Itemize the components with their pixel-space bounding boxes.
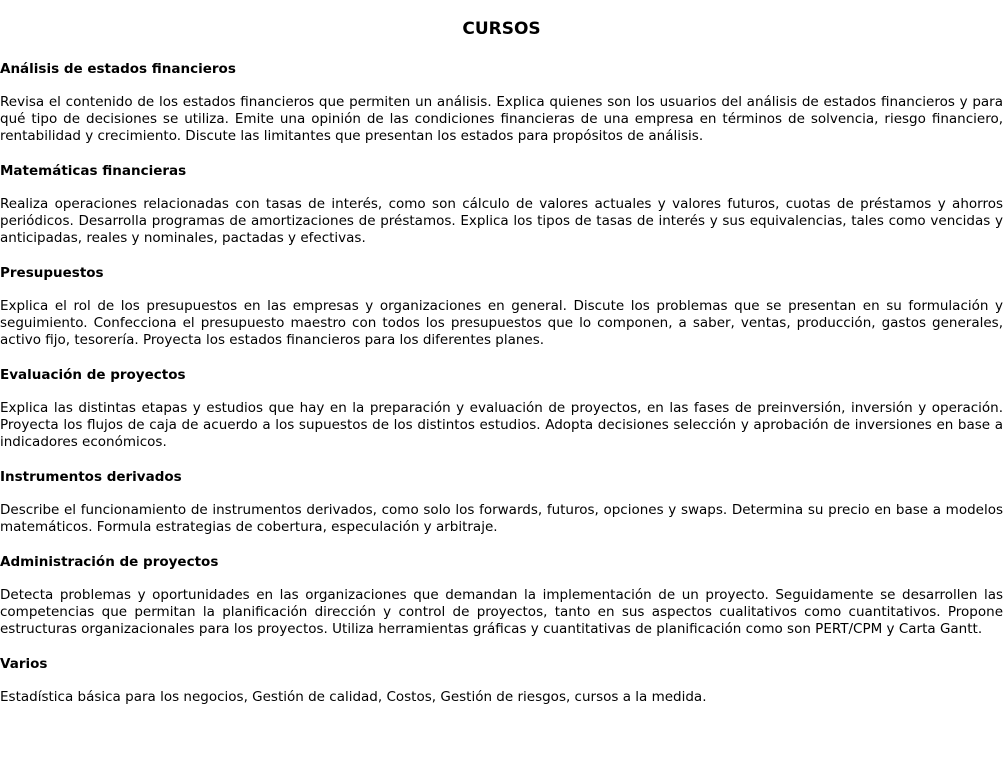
course-section xyxy=(0,656,1003,706)
course-title: Presupuestos xyxy=(0,265,104,281)
course-title: Administración de proyectos xyxy=(0,554,219,570)
course-title: Matemáticas financieras xyxy=(0,163,187,179)
course-title: Evaluación de proyectos xyxy=(0,367,186,383)
page-title: CURSOS xyxy=(462,19,541,39)
course-description: Detecta problemas y oportunidades en las organizaciones que demandan la implementación de un proyecto. Seguidamente se desarrollen las competencias que permitan la planificación dirección y control de proyectos, tanto en sus aspectos cualitativos como cuantitativos. Propone estructuras organizacionales para los proyectos. Utiliza herramientas gráficas y cuantitativas de planificación como son PERT/CPM y Carta Gantt. xyxy=(0,587,1003,637)
course-section xyxy=(0,367,1003,451)
course-description: Estadística básica para los negocios, Gestión de calidad, Costos, Gestión de riesgos, cursos a la medida. xyxy=(0,689,707,705)
course-section xyxy=(0,61,1003,145)
course-section xyxy=(0,554,1003,638)
course-title: Instrumentos derivados xyxy=(0,469,182,485)
course-section xyxy=(0,265,1003,349)
course-description: Revisa el contenido de los estados financieros que permiten un análisis. Explica quienes son los usuarios del análisis de estados financieros y para qué tipo de decisiones se utiliza. Emite una opinión de las condiciones financieras de una empresa en términos de solvencia, riesgo financiero, rentabilidad y crecimiento. Discute las limitantes que presentan los estados para propósitos de análisis. xyxy=(0,94,1003,144)
course-section xyxy=(0,163,1003,247)
course-title: Varios xyxy=(0,656,48,672)
course-description: Explica el rol de los presupuestos en las empresas y organizaciones en general. Discute los problemas que se presentan en su formulación y seguimiento. Confecciona el presupuesto maestro con todos los presupuestos que lo componen, a saber, ventas, producción, gastos generales, activo fijo, tesorería. Proyecta los estados financieros para los diferentes planes. xyxy=(0,298,1003,348)
course-description: Describe el funcionamiento de instrumentos derivados, como solo los forwards, futuros, opciones y swaps. Determina su precio en base a modelos matemáticos. Formula estrategias de cobertura, especulación y arbitraje. xyxy=(0,502,1003,535)
course-section xyxy=(0,469,1003,536)
course-title: Análisis de estados financieros xyxy=(0,61,236,77)
course-description: Explica las distintas etapas y estudios que hay en la preparación y evaluación de proyectos, en las fases de preinversión, inversión y operación. Proyecta los flujos de caja de acuerdo a los supuestos de los distintos estudios. Adopta decisiones selección y aprobación de inversiones en base a indicadores económicos. xyxy=(0,400,1003,450)
course-description: Realiza operaciones relacionadas con tasas de interés, como son cálculo de valores actuales y valores futuros, cuotas de préstamos y ahorros periódicos. Desarrolla programas de amortizaciones de préstamos. Explica los tipos de tasas de interés y sus equivalencias, tales como vencidas y anticipadas, reales y nominales, pactadas y efectivas. xyxy=(0,196,1003,246)
